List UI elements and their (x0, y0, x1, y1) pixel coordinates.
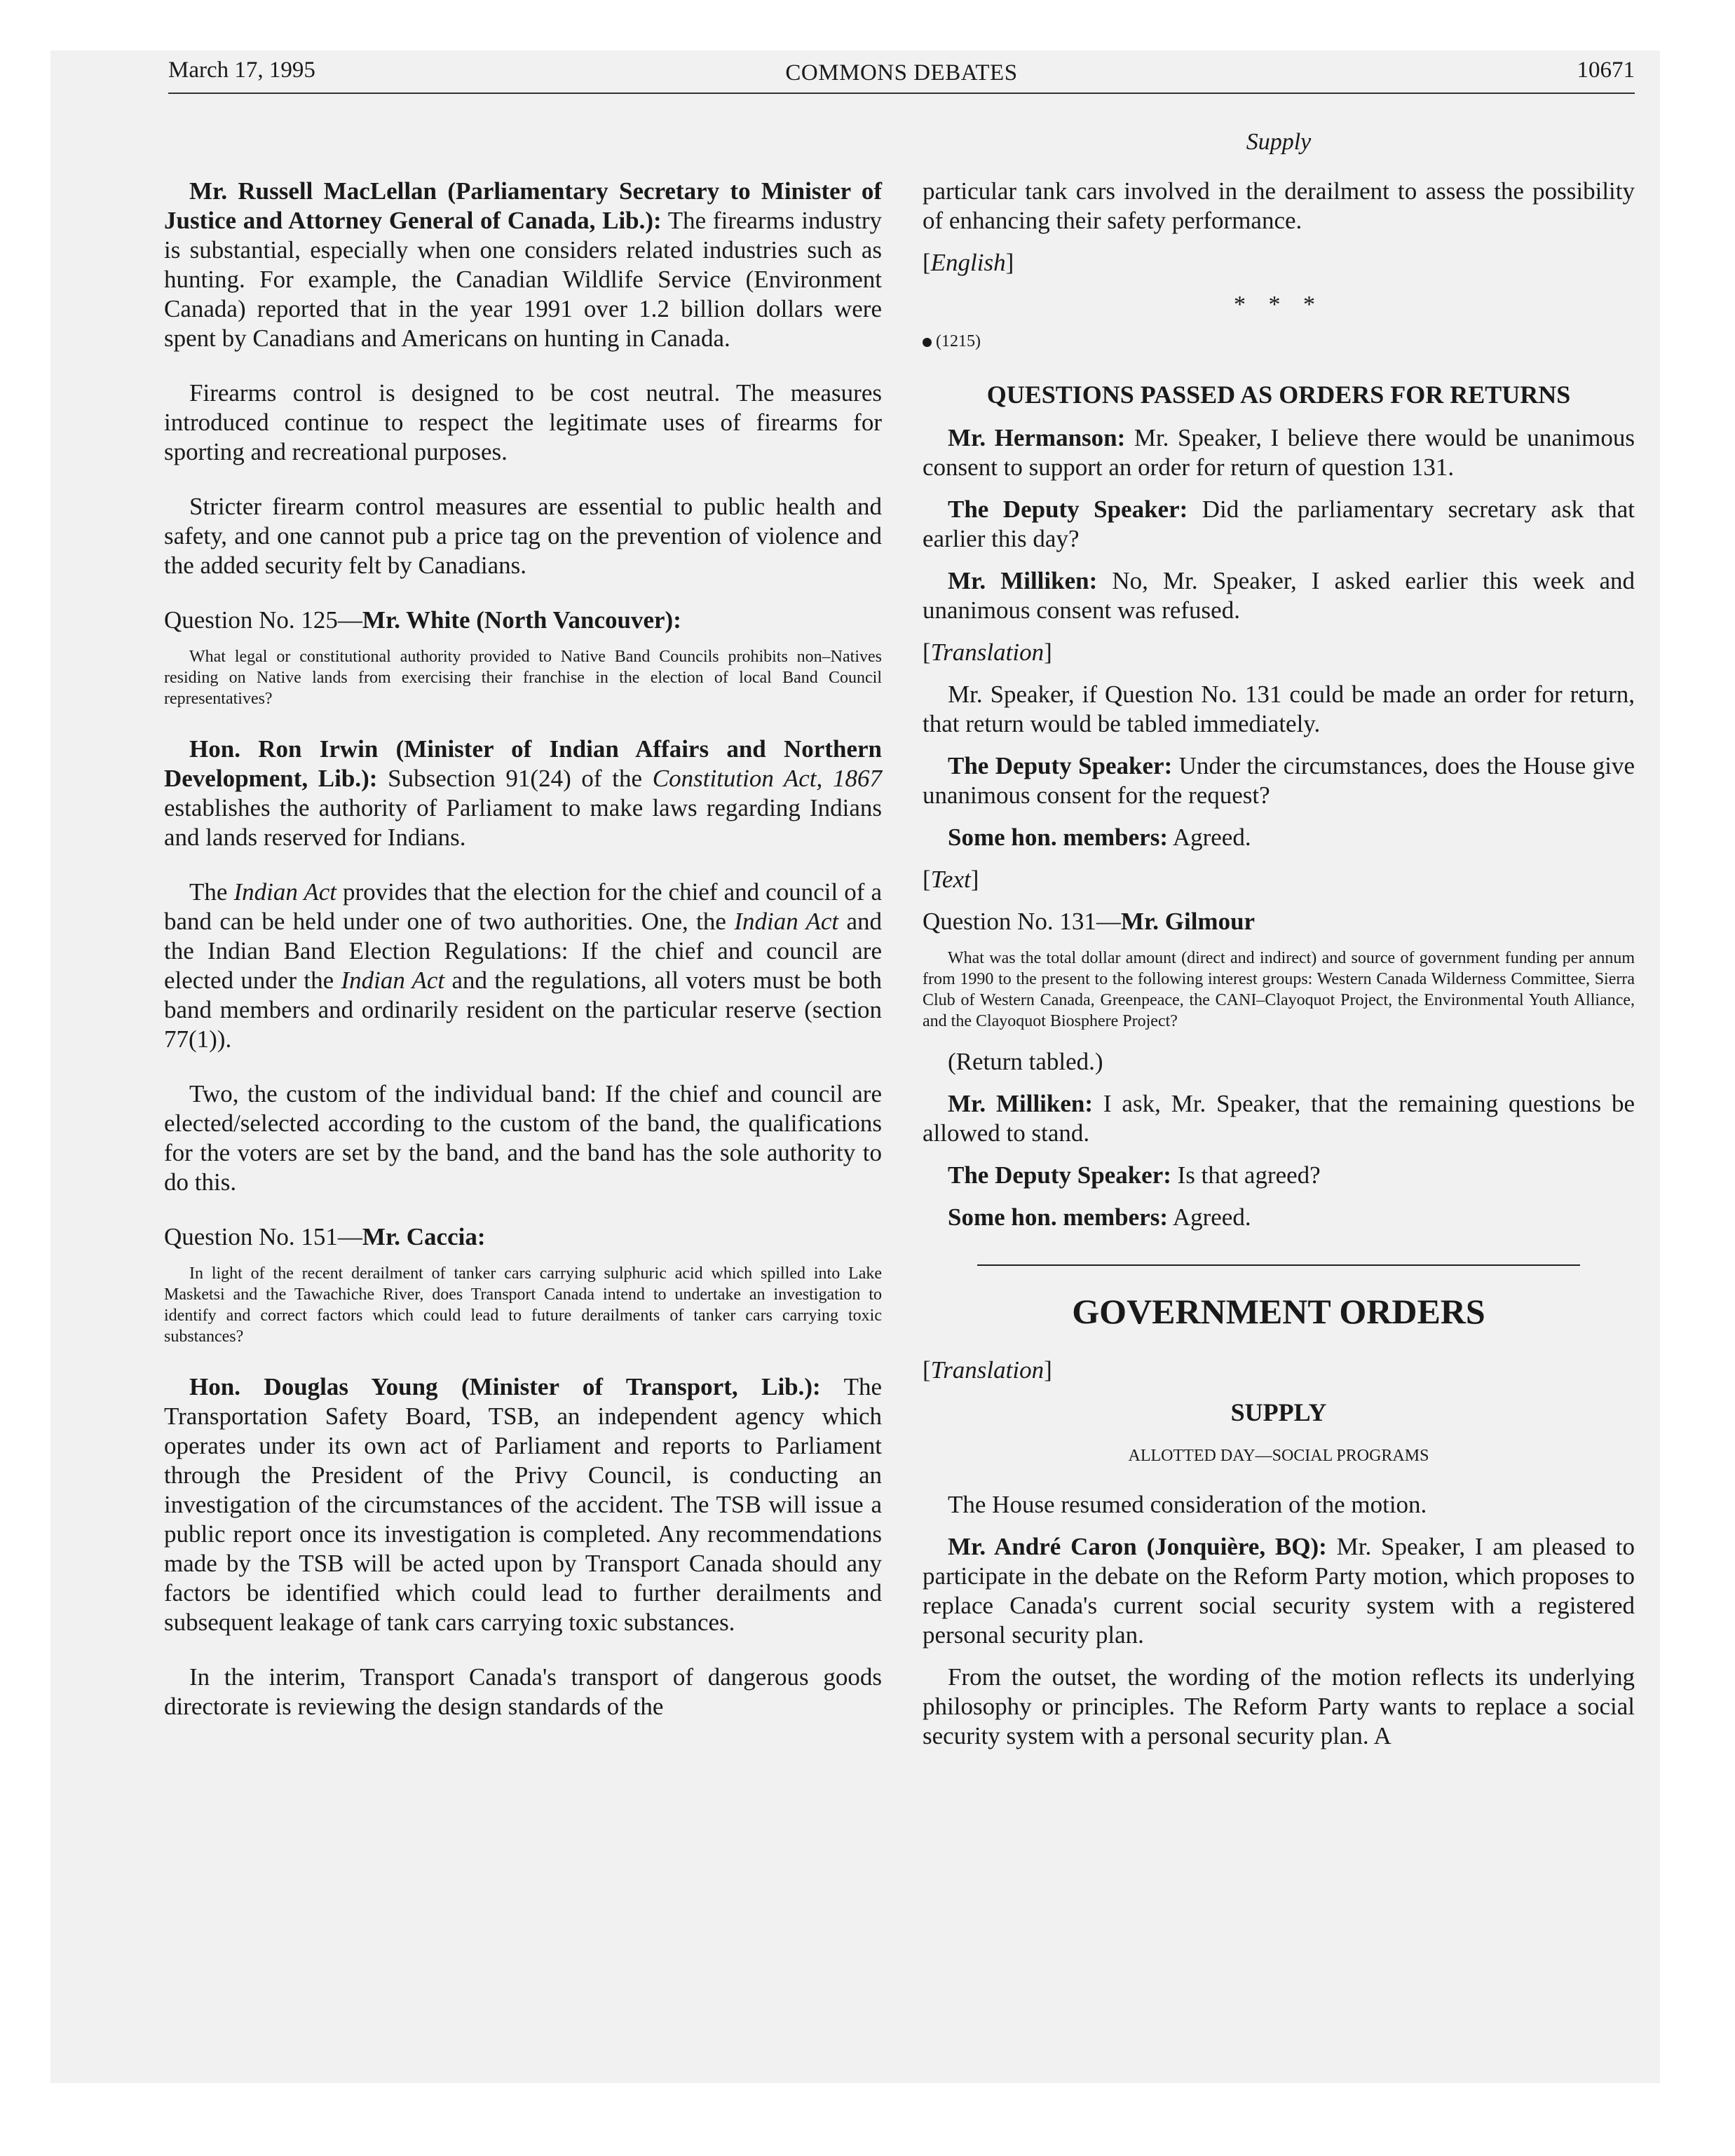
question-member: Mr. Caccia: (362, 1223, 486, 1250)
section-break-stars: * * * (1234, 292, 1324, 318)
speech-text: Did the parliamentary secretary ask that earlier this day? (923, 496, 1635, 552)
paragraph-return-tabled: (Return tabled.) (948, 1048, 1103, 1075)
speaker-name: The Deputy Speaker: (948, 1161, 1171, 1189)
paragraph-milliken (923, 566, 1635, 625)
question-125-heading (164, 606, 882, 635)
speech-text: Subsection 91(24) of the (388, 765, 643, 792)
question-151-heading (164, 1222, 882, 1252)
speaker-name: Mr. Milliken: (948, 1090, 1094, 1117)
page-header (168, 57, 1635, 93)
paragraph: Stricter firearm control measures are essential to public health and safety, and one cannot pub a price tag on the prevention of violence and the added security felt by Canadians. (164, 493, 882, 579)
question-member: Mr. White (North Vancouver): (362, 606, 681, 634)
paragraph-deputy-speaker (923, 751, 1635, 810)
speech-text: I ask, Mr. Speaker, that the remaining questions be allowed to stand. (923, 1090, 1635, 1147)
language-marker: [English] (923, 249, 1014, 276)
paragraph-young (164, 1372, 882, 1637)
subheading-allotted-day: ALLOTTED DAY—SOCIAL PROGRAMS (1128, 1447, 1429, 1465)
left-column (164, 177, 882, 1734)
speech-text: and the regulations, all voters must be both band members and ordinarily resident on the particular reserve (section 77(1)). (164, 967, 883, 1053)
speech-text: The Transportation Safety Board, TSB, an independent agency which operates under its own act of Parliament and reports to Parliament through the President of the Privy Council, is conducting an investigation of the circumstances of the accident. The TSB will issue a public report once its investigation is completed. Any recommendations made by the TSB will be acted upon by Transport Canada should any factors be identified which could lead to further derailments and subsequent leakage of tank cars carrying toxic substances. (164, 1373, 882, 1636)
speaker-name: Hon. Douglas Young (Minister of Transport, Lib.): (189, 1373, 821, 1400)
question-label: Question No. 125— (164, 606, 362, 634)
act-title: Indian Act (341, 967, 445, 994)
speech-text: The (189, 878, 228, 906)
paragraph-irwin (164, 735, 882, 852)
speech-text: The firearms industry is substantial, especially when one considers related industries such as hunting. For example, the Canadian Wildlife Service (Environment Canada) reported that in the year 1991 over 1.2 billion dollars were spent by Canadians and Americans on hunting in Canada. (164, 207, 882, 352)
act-title: Constitution Act, 1867 (652, 765, 882, 792)
language-marker: [Text] (923, 866, 979, 893)
paragraph: The House resumed consideration of the motion. (948, 1491, 1427, 1518)
paragraph-milliken (923, 1089, 1635, 1148)
time-label: (1215) (936, 332, 981, 350)
language-marker: [Translation] (923, 639, 1052, 666)
speaker-name: The Deputy Speaker: (948, 496, 1188, 523)
question-131-text: What was the total dollar amount (direct and indirect) and source of government funding per annum from 1990 to the present to the following interest groups: Western Canada Wilderness Committee, Sierra Club of Western Canada, Greenpeace, the CANI–Clayoquot Project, the Environmental Youth Alliance, and the Clayoquot Biosphere Project? (923, 949, 1635, 1030)
paragraph-deputy-speaker (923, 1161, 1635, 1190)
paragraph: In the interim, Transport Canada's transport of dangerous goods directorate is reviewing the design standards of the (164, 1663, 882, 1720)
speech-text: No, Mr. Speaker, I asked earlier this week and unanimous consent was refused. (923, 567, 1635, 624)
speech-text: establishes the authority of Parliament to make laws regarding Indians and lands reserved for Indians. (164, 794, 882, 851)
speech-text: and the Indian Band Election Regulations: If the chief and council are elected under the (164, 908, 883, 994)
question-label: Question No. 151— (164, 1223, 362, 1250)
speech-text: Mr. Speaker, I believe there would be unanimous consent to support an order for return of question 131. (923, 424, 1635, 481)
language-marker: [Translation] (923, 1356, 1052, 1384)
language-label: Translation (930, 639, 1045, 666)
language-label: Translation (930, 1356, 1045, 1384)
question-125-text: What legal or constitutional authority provided to Native Band Councils prohibits non–Natives residing on Native lands from exercising their franchise in the election of local Band Council representatives? (164, 648, 882, 708)
paragraph-deputy-speaker (923, 495, 1635, 554)
question-member: Mr. Gilmour (1120, 908, 1256, 935)
speech-text: Under the circumstances, does the House give unanimous consent for the request? (923, 752, 1635, 809)
question-label: Question No. 131— (923, 908, 1121, 935)
speaker-name: Some hon. members: (948, 824, 1168, 851)
paragraph-hermanson (923, 423, 1635, 482)
act-title: Indian Act (734, 908, 839, 935)
section-heading-questions: QUESTIONS PASSED AS ORDERS FOR RETURNS (986, 381, 1571, 409)
speech-text: Mr. Speaker, I am pleased to participate in the debate on the Reform Party motion, which proposes to replace Canada's current social security system with a registered personal security plan. (923, 1533, 1635, 1649)
paragraph-maclellan (164, 177, 882, 353)
section-heading-government-orders: GOVERNMENT ORDERS (1072, 1292, 1485, 1331)
speaker-name: Mr. Russell MacLellan (Parliamentary Secretary to Minister of Justice and Attorney General of Canada, Lib.): (164, 177, 882, 234)
bullet-icon (923, 338, 932, 347)
act-title: Indian Act (233, 878, 336, 906)
speaker-name: The Deputy Speaker: (948, 752, 1173, 779)
section-divider (977, 1264, 1580, 1266)
speech-text: Agreed. (1172, 824, 1251, 851)
language-label: English (930, 249, 1006, 276)
paragraph: Two, the custom of the individual band: If the chief and council are elected/selected according to the custom of the band, the qualifications for the voters are set by the band, and the band has the sole authority to do this. (164, 1080, 882, 1196)
language-label: Text (930, 866, 971, 893)
speech-text: provides that the election for the chief and council of a band can be held under one of two authorities. One, the (164, 878, 883, 935)
timestamp (923, 327, 1635, 356)
header-rule (168, 93, 1635, 94)
paragraph-indian-act (164, 878, 882, 1054)
speech-text: Is that agreed? (1177, 1161, 1321, 1189)
paragraph-continued: particular tank cars involved in the derailment to assess the possibility of enhancing their safety performance. (923, 177, 1635, 234)
paragraph: Mr. Speaker, if Question No. 131 could be made an order for return, that return would be tabled immediately. (923, 681, 1635, 737)
paragraph-caron (923, 1532, 1635, 1650)
paragraph-members (923, 1203, 1635, 1232)
question-151-text: In light of the recent derailment of tanker cars carrying sulphuric acid which spilled into Lake Masketsi and the Tawachiche River, does Transport Canada intend to undertake an investigation to identify and correct factors which could lead to future derailments of tanker cars carrying toxic substances? (164, 1264, 882, 1346)
paragraph: From the outset, the wording of the motion reflects its underlying philosophy or principles. The Reform Party wants to replace a social security system with a personal security plan. A (923, 1663, 1635, 1749)
speaker-name: Hon. Ron Irwin (Minister of Indian Affairs and Northern Development, Lib.): (164, 735, 882, 792)
speaker-name: Mr. André Caron (Jonquière, BQ): (948, 1533, 1327, 1560)
speech-text: Agreed. (1172, 1203, 1251, 1231)
right-column (923, 177, 1635, 1763)
header-date: March 17, 1995 (168, 57, 315, 83)
question-131-heading (923, 907, 1635, 936)
paragraph-members (923, 823, 1635, 852)
header-page-number: 10671 (1577, 57, 1635, 83)
speaker-name: Mr. Milliken: (948, 567, 1098, 594)
speaker-name: Some hon. members: (948, 1203, 1168, 1231)
paragraph: Firearms control is designed to be cost neutral. The measures introduced continue to respect the legitimate uses of firearms for sporting and recreational purposes. (164, 379, 882, 465)
header-publication: COMMONS DEBATES (785, 60, 1018, 86)
speaker-name: Mr. Hermanson: (948, 424, 1126, 451)
running-head: Supply (1246, 129, 1312, 155)
section-heading-supply: SUPPLY (1230, 1398, 1327, 1426)
